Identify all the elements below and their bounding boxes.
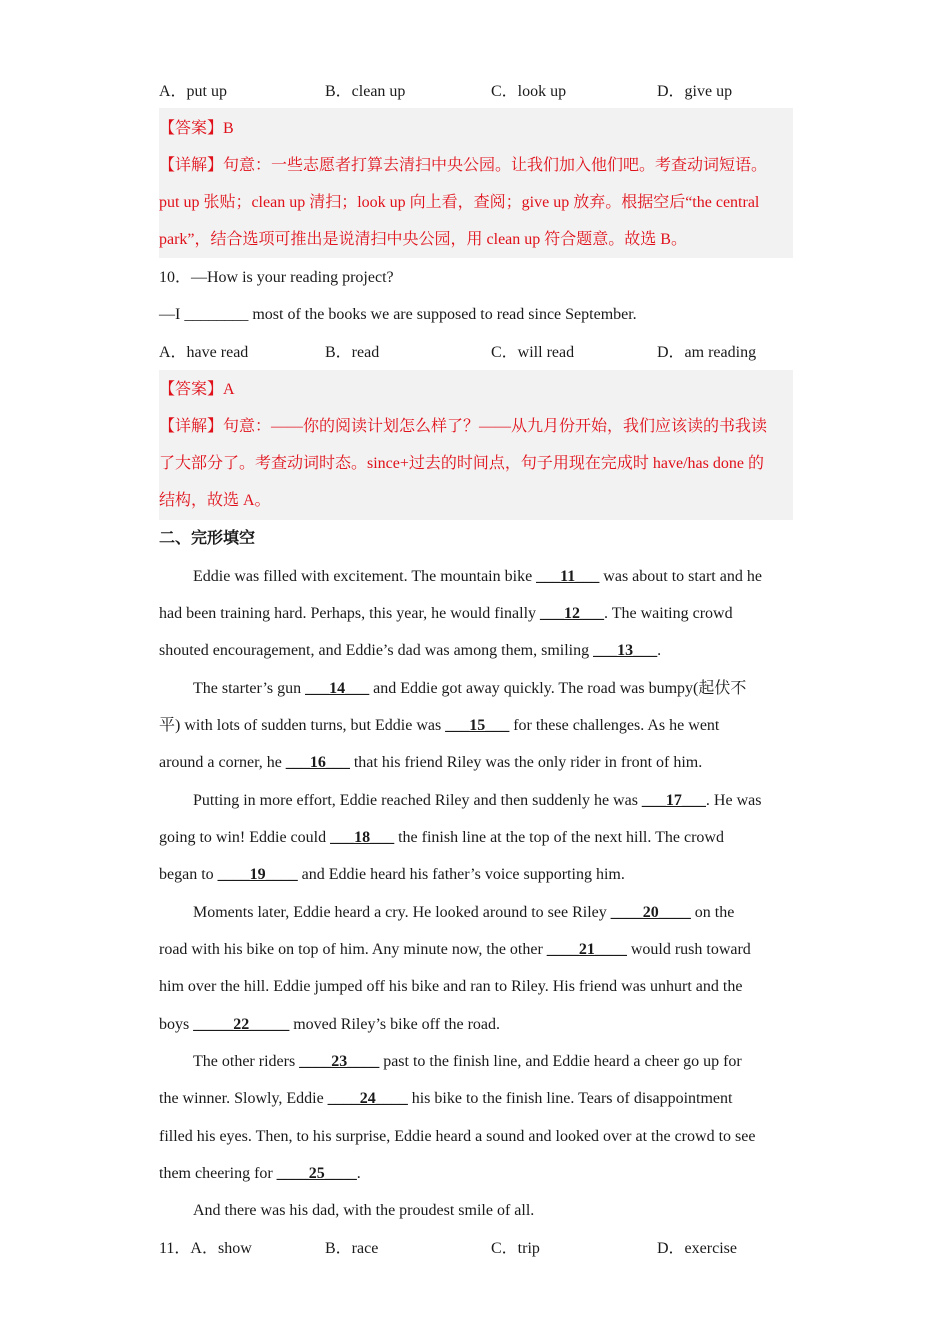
blank-11: ___11___ bbox=[536, 568, 600, 585]
blank-21: ____21____ bbox=[546, 941, 627, 958]
blank-14: ___14___ bbox=[305, 680, 370, 697]
blank-16: ___16___ bbox=[285, 754, 350, 771]
option-a: A．have read bbox=[159, 344, 249, 361]
passage-line: had been training hard. Perhaps, this year, he would finally ___12___. The waiting crowd bbox=[159, 605, 733, 622]
q10-explanation-line-1: 【详解】句意：——你的阅读计划怎么样了？——从九月份开始，我们应该读的书我读 bbox=[159, 418, 768, 435]
q9-explanation-line-3: park”，结合选项可推出是说清扫中央公园，用 clean up 符合题意。故选 B。 bbox=[159, 231, 687, 248]
passage-line: Eddie was filled with excitement. The mountain bike ___11___ was about to start and he bbox=[193, 568, 762, 585]
q10-explanation-line-3: 结构，故选 A。 bbox=[159, 492, 271, 509]
q10-stem-line-2: —I ________ most of the books we are supposed to read since September. bbox=[159, 306, 637, 323]
q10-answer: 【答案】A bbox=[159, 381, 235, 398]
option-c: C．will read bbox=[491, 344, 575, 361]
q9-explanation-line-2: put up 张贴；clean up 清扫；look up 向上看，查阅；give up 放弃。根据空后“the central bbox=[159, 194, 760, 211]
blank-22: _____22_____ bbox=[193, 1016, 290, 1033]
option-b: B．race bbox=[325, 1240, 379, 1257]
passage-line: shouted encouragement, and Eddie’s dad was among them, smiling ___13___. bbox=[159, 642, 662, 659]
option-c: C．trip bbox=[491, 1240, 540, 1257]
q9-answer-box bbox=[159, 108, 793, 258]
option-b: B．clean up bbox=[325, 83, 406, 100]
passage-line: him over the hill. Eddie jumped off his bike and ran to Riley. His friend was unhurt and the bbox=[159, 978, 743, 995]
passage-line: filled his eyes. Then, to his surprise, Eddie heard a sound and looked over at the crowd to see bbox=[159, 1128, 756, 1145]
passage-line: 平) with lots of sudden turns, but Eddie was ___15___ for these challenges. As he went bbox=[159, 717, 720, 734]
blank-19: ____19____ bbox=[217, 866, 298, 883]
passage-line: them cheering for ____25____. bbox=[159, 1165, 361, 1182]
blank-12: ___12___ bbox=[540, 605, 605, 622]
q10-stem-line-1: 10．—How is your reading project? bbox=[159, 269, 394, 286]
blank-24: ____24____ bbox=[327, 1090, 408, 1107]
passage-line: Putting in more effort, Eddie reached Riley and then suddenly he was ___17___. He was bbox=[193, 792, 762, 809]
passage-line: around a corner, he ___16___ that his friend Riley was the only rider in front of him. bbox=[159, 754, 703, 771]
blank-20: ____20____ bbox=[610, 904, 691, 921]
q9-answer: 【答案】B bbox=[159, 120, 234, 137]
q9-explanation-line-1: 【详解】句意：一些志愿者打算去清扫中央公园。让我们加入他们吧。考查动词短语。 bbox=[159, 157, 768, 174]
passage-line: The starter’s gun ___14___ and Eddie got away quickly. The road was bumpy(起伏不 bbox=[193, 680, 747, 697]
passage-line: boys _____22_____ moved Riley’s bike off the road. bbox=[159, 1016, 501, 1033]
option-d: D．am reading bbox=[657, 344, 757, 361]
q10-answer-box bbox=[159, 370, 793, 520]
section-title: 二、完形填空 bbox=[159, 530, 256, 547]
passage-line: began to ____19____ and Eddie heard his father’s voice supporting him. bbox=[159, 866, 625, 883]
blank-15: ___15___ bbox=[445, 717, 510, 734]
passage-line: the winner. Slowly, Eddie ____24____ his bike to the finish line. Tears of disappointment bbox=[159, 1090, 733, 1107]
option-b: B．read bbox=[325, 344, 380, 361]
passage-line: The other riders ____23____ past to the finish line, and Eddie heard a cheer go up for bbox=[193, 1053, 742, 1070]
passage-line: Moments later, Eddie heard a cry. He looked around to see Riley ____20____ on the bbox=[193, 904, 735, 921]
passage-line: And there was his dad, with the proudest smile of all. bbox=[193, 1202, 535, 1219]
blank-13: ___13___ bbox=[593, 642, 658, 659]
option-d: D．exercise bbox=[657, 1240, 737, 1257]
option-d: D．give up bbox=[657, 83, 733, 100]
blank-17: ___17___ bbox=[641, 792, 706, 809]
option-a: A．put up bbox=[159, 83, 228, 100]
option-c: C．look up bbox=[491, 83, 567, 100]
passage-line: going to win! Eddie could ___18___ the finish line at the top of the next hill. The crowd bbox=[159, 829, 724, 846]
blank-18: ___18___ bbox=[330, 829, 395, 846]
blank-25: ____25____ bbox=[276, 1165, 357, 1182]
option-a: 11．A．show bbox=[159, 1240, 252, 1257]
blank-23: ____23____ bbox=[299, 1053, 380, 1070]
q10-explanation-line-2: 了大部分了。考查动词时态。since+过去的时间点，句子用现在完成时 have/has done 的 bbox=[159, 455, 764, 472]
passage-line: road with his bike on top of him. Any minute now, the other ____21____ would rush toward bbox=[159, 941, 751, 958]
